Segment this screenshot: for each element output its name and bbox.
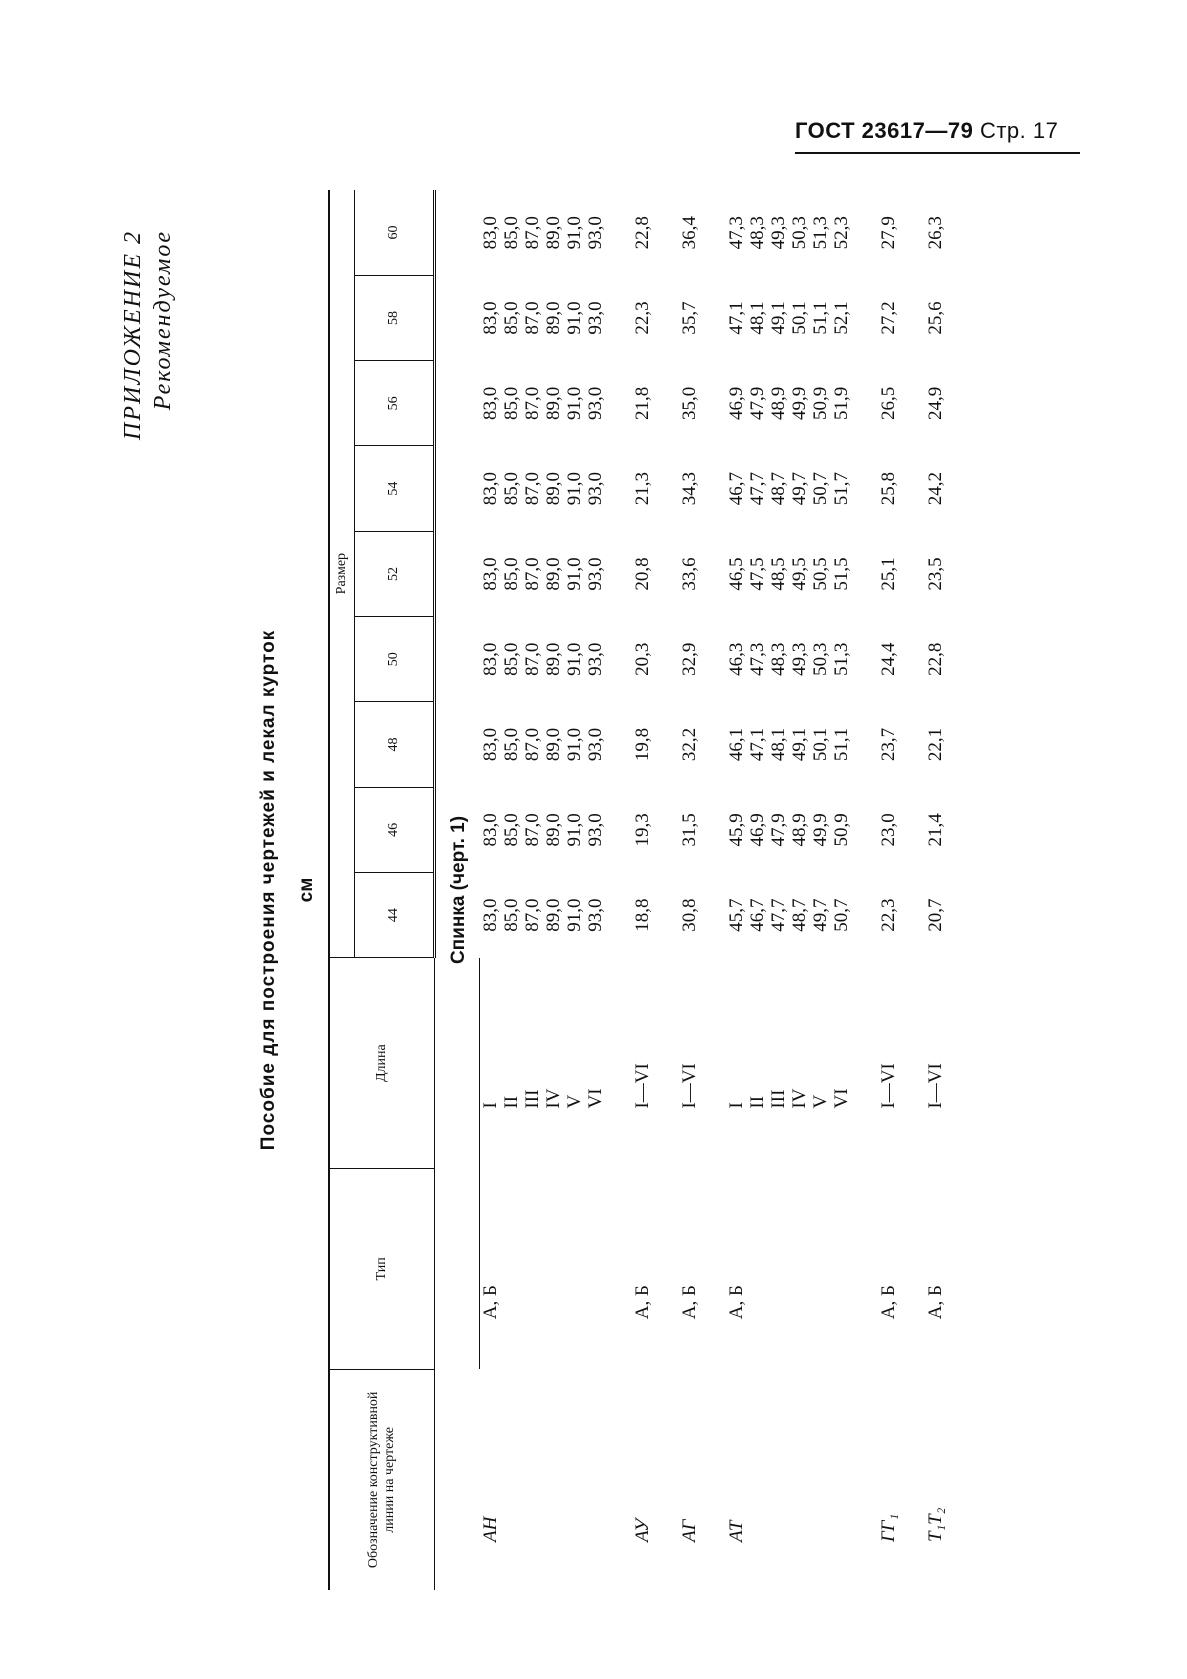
value-cell: 22,8 — [925, 642, 946, 676]
length-cell: I—VI — [878, 1063, 899, 1109]
value-cell: 45,7 46,7 47,7 48,7 49,7 50,7 — [726, 898, 852, 932]
size-header-48: 48 — [355, 702, 435, 787]
table-row — [632, 190, 679, 1590]
section-row — [435, 190, 480, 1590]
line-code: Т₁Т₂ — [925, 1507, 946, 1542]
table-unit: см — [296, 877, 317, 903]
length-cell: I—VI — [632, 1063, 653, 1109]
table-row — [925, 190, 972, 1590]
value-cell: 34,3 — [679, 472, 700, 506]
value-cell: 35,7 — [679, 301, 700, 335]
value-cell: 83,0 85,0 87,0 89,0 91,0 93,0 — [479, 727, 606, 762]
value-cell: 35,0 — [679, 386, 700, 420]
col-header-code: Обозначение конструктивной линии на чертеже — [329, 1369, 435, 1590]
value-cell: 26,3 — [925, 216, 946, 250]
type-cell: А, Б — [679, 1285, 700, 1320]
value-cell: 20,3 — [632, 642, 653, 676]
page-number: Стр. 17 — [979, 118, 1059, 143]
value-cell: 24,9 — [925, 386, 946, 420]
value-cell: 46,3 47,3 48,3 49,3 50,3 51,3 — [726, 642, 852, 676]
value-cell: 21,8 — [632, 386, 653, 420]
type-cell: А, Б — [632, 1285, 653, 1320]
value-cell: 83,0 85,0 87,0 89,0 91,0 93,0 — [479, 642, 606, 676]
length-cell: I—VI — [679, 1063, 700, 1109]
line-code: ГГ₁ — [878, 1513, 899, 1542]
table-row — [679, 190, 726, 1590]
value-cell: 20,7 — [925, 898, 946, 932]
col-header-length: Длина — [329, 958, 435, 1169]
type-cell: А, Б — [925, 1285, 946, 1320]
appendix-title: ПРИЛОЖЕНИЕ 2 — [120, 230, 146, 440]
page-header — [795, 118, 1080, 154]
standard-number: ГОСТ 23617—79 — [795, 118, 974, 143]
value-cell: 22,1 — [925, 727, 946, 762]
value-cell: 27,2 — [878, 301, 899, 335]
value-cell: 36,4 — [679, 216, 700, 250]
value-cell: 22,3 — [632, 301, 653, 335]
value-cell: 45,9 46,9 47,9 48,9 49,9 50,9 — [726, 813, 852, 847]
size-header-50: 50 — [355, 617, 435, 702]
length-cell: I—VI — [925, 1063, 946, 1109]
value-cell: 33,6 — [679, 557, 700, 591]
type-cell: А, Б — [480, 1169, 633, 1370]
size-header-46: 46 — [355, 787, 435, 872]
value-cell: 27,9 — [878, 216, 899, 250]
value-cell: 32,2 — [679, 727, 700, 762]
value-cell: 25,1 — [878, 557, 899, 591]
value-cell: 22,3 — [878, 898, 899, 932]
size-header-54: 54 — [355, 446, 435, 531]
value-cell: 18,8 — [632, 898, 653, 932]
value-cell: 22,8 — [632, 216, 653, 250]
value-cell: 21,3 — [632, 472, 653, 506]
type-cell: А, Б — [878, 1285, 899, 1320]
type-cell: А, Б — [726, 1285, 747, 1320]
rotated-content — [118, 190, 1078, 1590]
value-cell: 26,5 — [878, 386, 899, 420]
value-cell: 47,3 48,3 49,3 50,3 51,3 52,3 — [726, 216, 852, 250]
value-cell: 83,0 85,0 87,0 89,0 91,0 93,0 — [479, 813, 606, 847]
table-row — [480, 190, 633, 1590]
value-cell: 46,9 47,9 48,9 49,9 50,9 51,9 — [726, 386, 852, 420]
length-cell: I II III IV V VI — [726, 1088, 852, 1109]
line-code: АН — [479, 1516, 501, 1542]
size-header-52: 52 — [355, 531, 435, 616]
value-cell: 21,4 — [925, 813, 946, 847]
appendix-note: Рекомендуемое — [150, 230, 176, 411]
value-cell: 83,0 85,0 87,0 89,0 91,0 93,0 — [479, 557, 606, 591]
value-cell: 30,8 — [679, 898, 700, 932]
value-cell: 23,7 — [878, 727, 899, 762]
value-cell: 46,5 47,5 48,5 49,5 50,5 51,5 — [726, 557, 852, 591]
col-header-type: Тип — [329, 1169, 435, 1370]
value-cell: 24,2 — [925, 472, 946, 506]
value-cell: 83,0 85,0 87,0 89,0 91,0 93,0 — [479, 216, 606, 250]
size-header-44: 44 — [355, 872, 435, 957]
value-cell: 83,0 85,0 87,0 89,0 91,0 93,0 — [479, 386, 606, 420]
value-cell: 83,0 85,0 87,0 89,0 91,0 93,0 — [479, 472, 606, 506]
dimensions-table — [328, 190, 972, 1590]
value-cell: 25,6 — [925, 301, 946, 335]
appendix-block — [118, 230, 178, 440]
value-cell: 20,8 — [632, 557, 653, 591]
table-title: Пособие для построения чертежей и лекал курток — [258, 629, 279, 1151]
value-cell: 83,0 85,0 87,0 89,0 91,0 93,0 — [479, 301, 606, 335]
table-row — [726, 190, 878, 1590]
value-cell: 19,3 — [632, 813, 653, 847]
value-cell: 19,8 — [632, 727, 653, 762]
size-header-58: 58 — [355, 275, 435, 360]
value-cell: 23,5 — [925, 557, 946, 591]
value-cell: 83,0 85,0 87,0 89,0 91,0 93,0 — [479, 898, 606, 932]
size-header-56: 56 — [355, 361, 435, 446]
value-cell: 31,5 — [679, 813, 700, 847]
value-cell: 46,7 47,7 48,7 49,7 50,7 51,7 — [726, 472, 852, 506]
value-cell: 46,1 47,1 48,1 49,1 50,1 51,1 — [726, 727, 852, 762]
line-code: АУ — [632, 1518, 653, 1542]
size-header-60: 60 — [355, 190, 435, 275]
length-cell: I II III IV V VI — [480, 958, 633, 1169]
section-title: Спинка (черт. 1) — [448, 815, 469, 965]
value-cell: 47,1 48,1 49,1 50,1 51,1 52,1 — [726, 301, 852, 335]
value-cell: 23,0 — [878, 813, 899, 847]
table-row — [878, 190, 925, 1590]
value-cell: 25,8 — [878, 472, 899, 506]
value-cell: 32,9 — [679, 642, 700, 676]
line-code: АГ — [679, 1519, 700, 1542]
value-cell: 24,4 — [878, 642, 899, 676]
line-code: АТ — [726, 1520, 747, 1542]
col-header-size: Размер — [329, 190, 355, 958]
